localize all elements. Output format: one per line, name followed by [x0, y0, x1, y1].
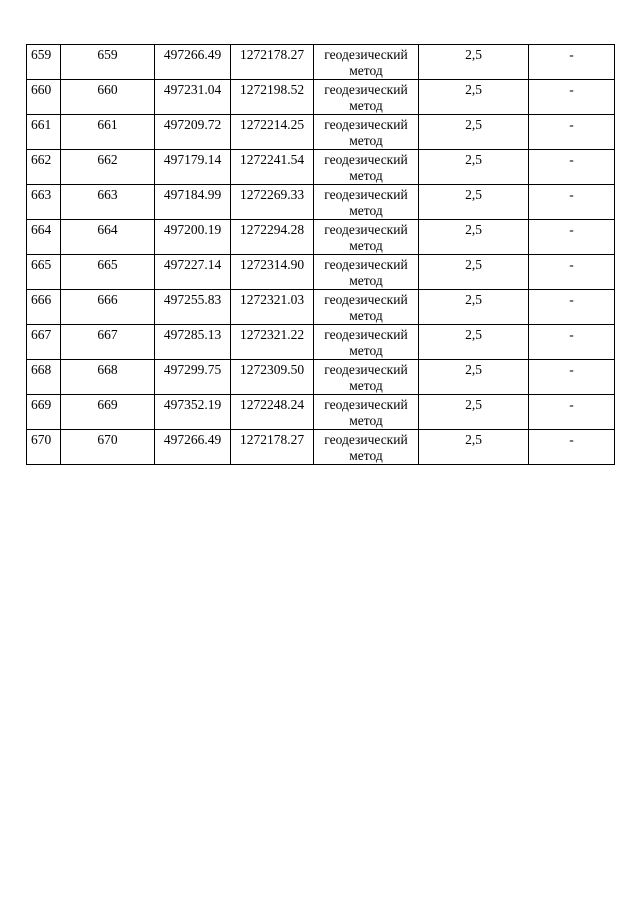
table-row — [27, 115, 615, 150]
cell-y-coordinate: 1272294.28 — [231, 220, 314, 255]
cell-method: геодезический метод — [314, 80, 419, 115]
cell-point-name: 659 — [61, 45, 155, 80]
cell-x-coordinate: 497255.83 — [155, 290, 231, 325]
cell-note: - — [529, 220, 615, 255]
cell-point-name: 661 — [61, 115, 155, 150]
cell-accuracy: 2,5 — [419, 80, 529, 115]
cell-method: геодезический метод — [314, 220, 419, 255]
cell-row-number: 659 — [27, 45, 61, 80]
cell-method: геодезический метод — [314, 45, 419, 80]
cell-accuracy: 2,5 — [419, 395, 529, 430]
cell-x-coordinate: 497179.14 — [155, 150, 231, 185]
cell-row-number: 669 — [27, 395, 61, 430]
cell-accuracy: 2,5 — [419, 360, 529, 395]
cell-y-coordinate: 1272198.52 — [231, 80, 314, 115]
cell-y-coordinate: 1272321.22 — [231, 325, 314, 360]
cell-y-coordinate: 1272321.03 — [231, 290, 314, 325]
cell-x-coordinate: 497231.04 — [155, 80, 231, 115]
cell-note: - — [529, 430, 615, 465]
cell-y-coordinate: 1272309.50 — [231, 360, 314, 395]
cell-point-name: 665 — [61, 255, 155, 290]
cell-x-coordinate: 497209.72 — [155, 115, 231, 150]
table-row — [27, 220, 615, 255]
cell-x-coordinate: 497200.19 — [155, 220, 231, 255]
table-row — [27, 395, 615, 430]
cell-accuracy: 2,5 — [419, 325, 529, 360]
cell-row-number: 667 — [27, 325, 61, 360]
cell-x-coordinate: 497266.49 — [155, 430, 231, 465]
cell-note: - — [529, 185, 615, 220]
cell-y-coordinate: 1272214.25 — [231, 115, 314, 150]
cell-method: геодезический метод — [314, 115, 419, 150]
cell-accuracy: 2,5 — [419, 115, 529, 150]
cell-y-coordinate: 1272248.24 — [231, 395, 314, 430]
cell-note: - — [529, 150, 615, 185]
cell-note: - — [529, 255, 615, 290]
cell-point-name: 663 — [61, 185, 155, 220]
cell-accuracy: 2,5 — [419, 430, 529, 465]
cell-point-name: 669 — [61, 395, 155, 430]
cell-x-coordinate: 497227.14 — [155, 255, 231, 290]
cell-accuracy: 2,5 — [419, 255, 529, 290]
cell-y-coordinate: 1272178.27 — [231, 45, 314, 80]
cell-point-name: 670 — [61, 430, 155, 465]
cell-point-name: 666 — [61, 290, 155, 325]
cell-row-number: 660 — [27, 80, 61, 115]
table-row — [27, 185, 615, 220]
cell-row-number: 661 — [27, 115, 61, 150]
cell-note: - — [529, 360, 615, 395]
cell-row-number: 665 — [27, 255, 61, 290]
cell-note: - — [529, 325, 615, 360]
cell-row-number: 670 — [27, 430, 61, 465]
table-row — [27, 255, 615, 290]
cell-accuracy: 2,5 — [419, 150, 529, 185]
cell-point-name: 667 — [61, 325, 155, 360]
cell-row-number: 663 — [27, 185, 61, 220]
cell-y-coordinate: 1272241.54 — [231, 150, 314, 185]
cell-row-number: 668 — [27, 360, 61, 395]
table-row — [27, 45, 615, 80]
cell-method: геодезический метод — [314, 290, 419, 325]
cell-method: геодезический метод — [314, 360, 419, 395]
cell-note: - — [529, 80, 615, 115]
cell-accuracy: 2,5 — [419, 220, 529, 255]
cell-point-name: 668 — [61, 360, 155, 395]
cell-note: - — [529, 290, 615, 325]
cell-note: - — [529, 395, 615, 430]
cell-row-number: 662 — [27, 150, 61, 185]
cell-method: геодезический метод — [314, 430, 419, 465]
cell-x-coordinate: 497352.19 — [155, 395, 231, 430]
cell-y-coordinate: 1272178.27 — [231, 430, 314, 465]
cell-y-coordinate: 1272269.33 — [231, 185, 314, 220]
cell-method: геодезический метод — [314, 255, 419, 290]
cell-method: геодезический метод — [314, 185, 419, 220]
cell-x-coordinate: 497266.49 — [155, 45, 231, 80]
cell-x-coordinate: 497184.99 — [155, 185, 231, 220]
cell-accuracy: 2,5 — [419, 185, 529, 220]
cell-point-name: 664 — [61, 220, 155, 255]
cell-note: - — [529, 115, 615, 150]
table-row — [27, 80, 615, 115]
table-row — [27, 290, 615, 325]
cell-method: геодезический метод — [314, 395, 419, 430]
cell-method: геодезический метод — [314, 150, 419, 185]
cell-accuracy: 2,5 — [419, 45, 529, 80]
table-row — [27, 150, 615, 185]
cell-y-coordinate: 1272314.90 — [231, 255, 314, 290]
cell-method: геодезический метод — [314, 325, 419, 360]
cell-x-coordinate: 497299.75 — [155, 360, 231, 395]
coordinates-table — [26, 44, 615, 465]
cell-row-number: 666 — [27, 290, 61, 325]
cell-accuracy: 2,5 — [419, 290, 529, 325]
table-row — [27, 360, 615, 395]
cell-point-name: 662 — [61, 150, 155, 185]
cell-note: - — [529, 45, 615, 80]
cell-x-coordinate: 497285.13 — [155, 325, 231, 360]
cell-point-name: 660 — [61, 80, 155, 115]
table-row — [27, 430, 615, 465]
cell-row-number: 664 — [27, 220, 61, 255]
table-row — [27, 325, 615, 360]
table-body — [27, 45, 615, 465]
